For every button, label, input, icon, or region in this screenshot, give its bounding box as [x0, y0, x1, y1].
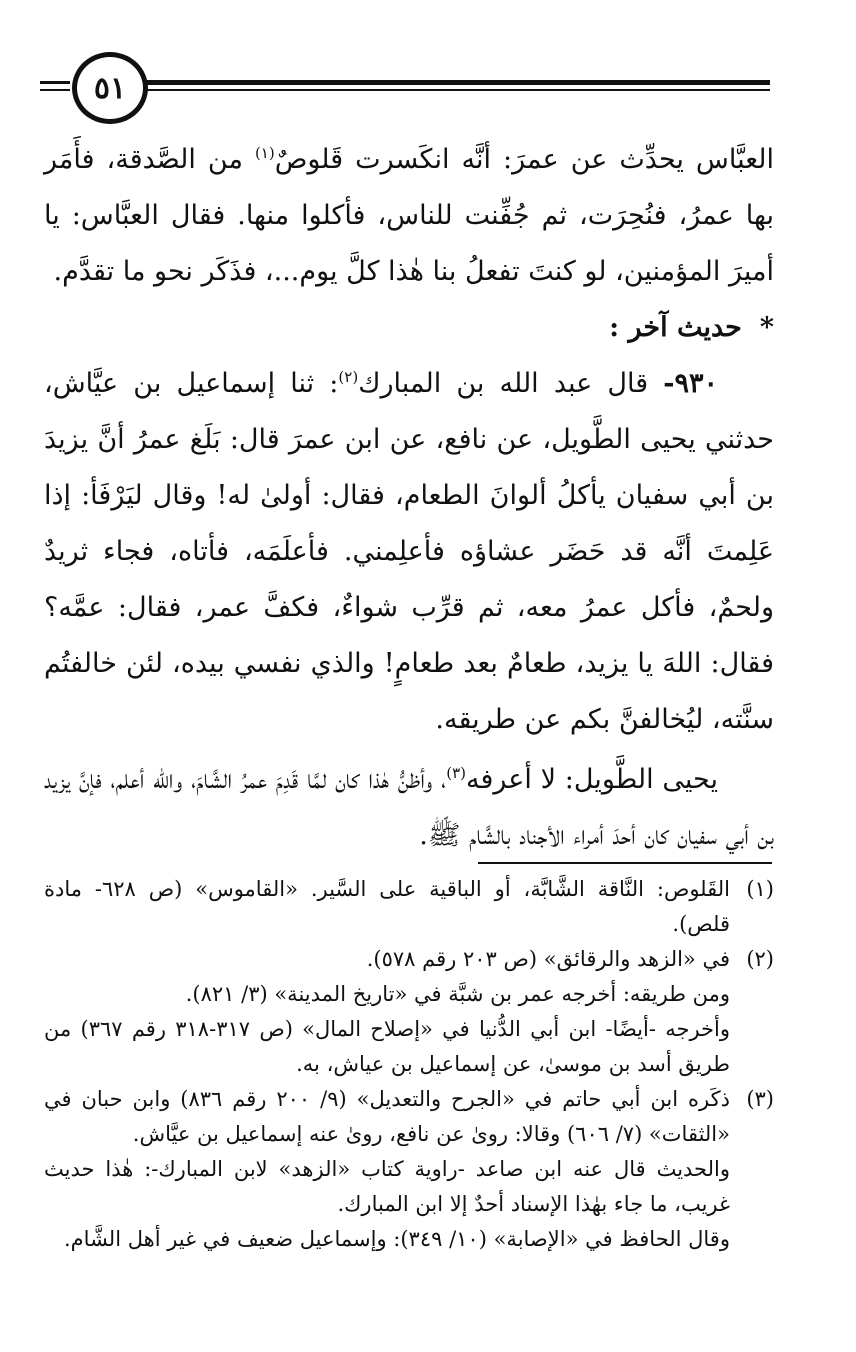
header-rule-thick	[145, 80, 770, 85]
footnote-line: وأخرجه -أيضًا- ابن أبي الدُّنيا في «إصلاح المال» (ص ٣١٧-٣١٨ رقم ٣٦٧) من طريق أسد بن موسىٰ، عن إسماعيل بن عياش، به.	[44, 1017, 730, 1076]
footnotes	[44, 872, 774, 1257]
section-heading	[44, 300, 774, 356]
section-heading-text: حديث آخر :	[609, 312, 742, 343]
header-rule-thin	[145, 89, 770, 91]
footnote-mark: (٢)	[746, 947, 774, 971]
paragraph-3	[44, 752, 774, 864]
header-rule-left-thin	[40, 89, 70, 91]
paragraph-1	[44, 132, 774, 300]
footnote-mark: (١)	[746, 877, 774, 901]
header-rule-left	[40, 81, 70, 84]
paragraph-1-text: العبَّاس يحدِّث عن عمرَ: أنَّه انكَسرت قَلوصٌ	[274, 144, 774, 175]
footnote-body	[44, 1082, 730, 1257]
footnote-2	[44, 942, 774, 1082]
star-icon: *	[759, 312, 774, 343]
footnote-3	[44, 1082, 774, 1257]
paragraph-3-rest: ، وأظنُّ هٰذا كان لمَّا قَدِمَ عمرُ الشَّامَ، والله أعلم، فإنَّ يزيد بن أبي سفيان كان أحدَ أمراء الأجناد بالشَّام ﷺ.	[44, 764, 774, 851]
footnote-line: القَلوص: النَّاقة الشَّابَّة، أو الباقية على السَّير. «القاموس» (ص ٦٢٨- مادة قلص).	[44, 877, 730, 936]
main-text	[44, 132, 774, 864]
footnote-ref-3: (٣)	[446, 764, 466, 782]
footnote-line: ومن طريقه: أخرجه عمر بن شبَّة في «تاريخ المدينة» (٣/ ٨٢١).	[185, 982, 730, 1006]
footnote-1	[44, 872, 774, 942]
footnote-line: والحديث قال عنه ابن صاعد -راوية كتاب «الزهد» لابن المبارك-: هٰذا حديث غريب، ما جاء بهٰذا الإسناد أحدٌ إلا ابن المبارك.	[44, 1157, 730, 1216]
paragraph-2-rest: : ثنا إسماعيل بن عيَّاش، حدثني يحيى الطَّويل، عن نافع، عن ابن عمرَ قال: بَلَغ عمرُ أنَّ يزيدَ بن أبي سفيان يأكلُ ألوانَ الطعام، فقال: أولىٰ له! وقال ليَرْفَأ: إذا عَلِمتَ أنَّه قد حَضَر عشاؤه فأعلِمني. فأعلَمَه، فأتاه، فجاء ثريدٌ ولحمٌ، فأكل عمرُ معه، ثم قرِّب شواءٌ، فكفَّ عمر، فقال: عمَّه؟ فقال: اللهَ يا يزيد، طعامٌ بعد طعامٍ! والذي نفسي بيده، لئن خالفتُم سنَّته، ليُخالفنَّ بكم عن طريقه.	[44, 368, 774, 735]
footnote-line: في «الزهد والرقائق» (ص ٢٠٣ رقم ٥٧٨).	[366, 947, 730, 971]
paragraph-2-start: قال عبد الله بن المبارك	[358, 368, 664, 399]
page-header	[40, 48, 770, 128]
page-number: ٥١	[72, 52, 148, 124]
paragraph-3-start: يحيى الطَّويل: لا أعرفه	[465, 764, 718, 795]
paragraph-2	[44, 356, 774, 748]
footnote-body	[44, 872, 730, 942]
footnote-body	[44, 942, 730, 1082]
hadith-number: ٩٣٠-	[663, 368, 718, 399]
footnote-ref-1: (١)	[254, 144, 275, 162]
footnote-divider	[478, 862, 772, 864]
footnote-line: ذكَره ابن أبي حاتم في «الجرح والتعديل» (٩/ ٢٠٠ رقم ٨٣٦) وابن حبان في «الثقات» (٧/ ٦٠٦) وقالا: روىٰ عن نافع، روىٰ عنه إسماعيل بن عيَّاش.	[44, 1087, 730, 1146]
footnote-line: وقال الحافظ في «الإصابة» (١٠/ ٣٤٩): وإسماعيل ضعيف في غير أهل الشَّام.	[64, 1227, 730, 1251]
footnote-mark: (٣)	[746, 1087, 774, 1111]
paragraph-1-rest: من الصَّدقة، فأَمَر بها عمرُ، فنُحِرَت، ثم جُفِّنت للناس، فأكلوا منها. فقال العبَّاس: يا أميرَ المؤمنين، لو كنتَ تفعلُ بنا هٰذا كلَّ يوم...، فذَكَر نحو ما تقدَّم.	[44, 144, 774, 287]
footnote-ref-2: (٢)	[338, 368, 359, 386]
